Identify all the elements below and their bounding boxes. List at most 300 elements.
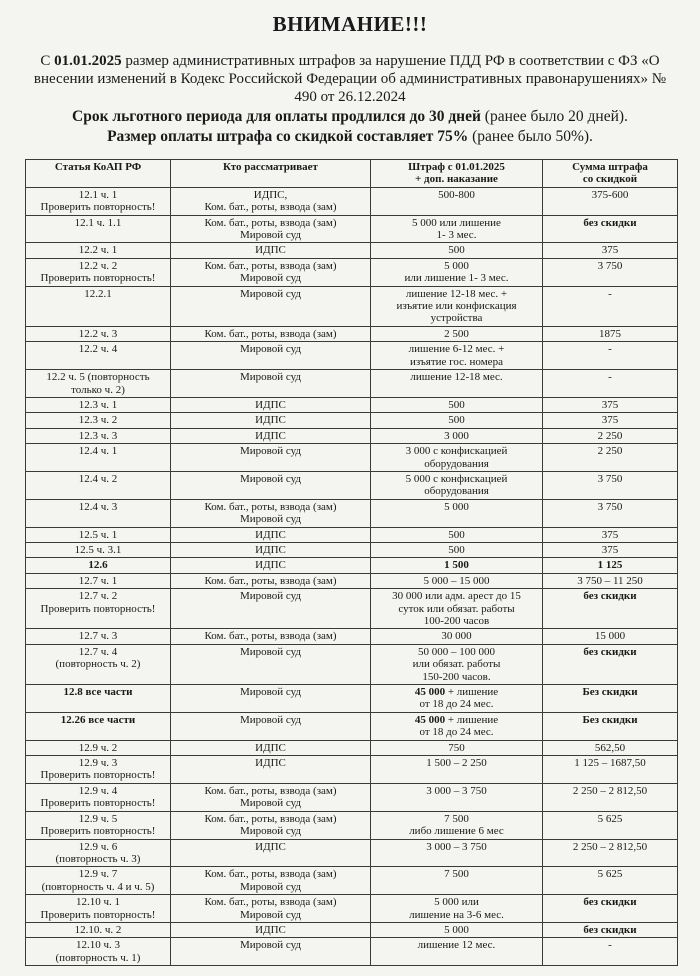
page-title: ВНИМАНИЕ!!! <box>272 12 428 36</box>
discount-cell <box>543 783 678 811</box>
table-row <box>26 258 678 286</box>
fine-cell <box>371 471 543 499</box>
discount-rest: (ранее было 50%). <box>468 128 593 145</box>
table-row <box>26 756 678 784</box>
reviewer-cell <box>171 413 371 428</box>
reviewer-cell <box>171 370 371 398</box>
discount-cell-text: 1 125 – 1687,50 <box>574 757 646 770</box>
discount-cell-text: 562,50 <box>594 741 626 754</box>
fine-cell-text: 3 000 <box>444 429 469 442</box>
article-cell-text: 12.26 все части <box>60 713 136 726</box>
article-cell <box>26 342 171 370</box>
reviewer-cell <box>171 712 371 740</box>
discount-cell <box>543 589 678 629</box>
fine-cell <box>371 811 543 839</box>
header-discount-text: Сумма штрафа со скидкой <box>572 161 648 186</box>
article-cell <box>26 326 171 341</box>
article-cell <box>26 258 171 286</box>
reviewer-cell-text: Ком. бат., роты, взвода (зам) <box>204 327 337 340</box>
article-cell-text: 12.4 ч. 2 <box>78 472 118 485</box>
discount-bold: Размер оплаты штрафа со скидкой составляет 75% <box>107 128 469 145</box>
grace-period-notice <box>20 107 680 126</box>
article-cell <box>26 370 171 398</box>
article-cell-text: 12.4 ч. 1 <box>78 445 118 458</box>
table-row <box>26 243 678 258</box>
fine-cell <box>371 444 543 472</box>
discount-cell <box>543 685 678 713</box>
discount-cell-text: 15 000 <box>594 630 626 643</box>
grace-period-bold: Срок льготного периода для оплаты продлился до 30 дней <box>72 108 481 125</box>
fine-cell-text: 500 <box>448 398 465 411</box>
article-cell-text: 12.7 ч. 3 <box>78 630 118 643</box>
fine-cell <box>371 740 543 755</box>
reviewer-cell-text: Мировой суд <box>239 371 302 384</box>
discount-cell-text: 375-600 <box>591 188 629 201</box>
header-fine <box>371 160 543 188</box>
article-cell-text: 12.7 ч. 1 <box>78 574 118 587</box>
article-cell <box>26 839 171 867</box>
article-cell <box>26 444 171 472</box>
reviewer-cell <box>171 215 371 243</box>
reviewer-cell-text: ИДПС <box>255 398 286 411</box>
fine-cell <box>371 215 543 243</box>
article-cell <box>26 895 171 923</box>
fine-cell-text: 3 000 – 3 750 <box>426 840 487 853</box>
fine-cell <box>371 187 543 215</box>
article-cell <box>26 756 171 784</box>
fine-cell <box>371 258 543 286</box>
fine-cell <box>371 370 543 398</box>
reviewer-cell-text: ИДПС, Ком. бат., роты, взвода (зам) <box>204 188 337 214</box>
reviewer-cell-text: Мировой суд <box>239 686 302 699</box>
fine-amount: 45 000 <box>414 713 446 726</box>
discount-cell <box>543 187 678 215</box>
article-cell <box>26 542 171 557</box>
reviewer-cell <box>171 783 371 811</box>
article-cell <box>26 471 171 499</box>
article-cell-text: 12.2 ч. 5 (повторность только ч. 2) <box>46 371 150 396</box>
reviewer-cell <box>171 589 371 629</box>
discount-cell-text: 1 125 <box>597 559 623 572</box>
article-cell <box>26 938 171 966</box>
reviewer-cell <box>171 499 371 527</box>
fine-cell <box>371 342 543 370</box>
intro-text-rest: размер административных штрафов за нарушение ПДД РФ в соответствии с ФЗ «О внесении изменений в Кодекс Российской Федерации об административных правонарушениях» № 490 от 26.12.2024 <box>33 53 667 105</box>
discount-cell-text: 3 750 <box>597 259 623 272</box>
article-cell <box>26 740 171 755</box>
fine-cell-text: 5 000 или лишение на 3-6 мес. <box>409 896 504 921</box>
fine-cell-text: 30 000 или адм. арест до 15 суток или обязат. работы 100-200 часов <box>392 590 521 627</box>
fine-cell-text: лишение 6-12 мес. + изъятие гос. номера <box>408 343 505 368</box>
discount-cell <box>543 444 678 472</box>
discount-cell <box>543 527 678 542</box>
discount-notice <box>20 127 680 146</box>
discount-cell-text: без скидки <box>583 590 637 603</box>
reviewer-cell-text: Мировой суд <box>239 590 302 603</box>
article-cell-text: 12.9 ч. 2 <box>78 741 118 754</box>
reviewer-cell-text: Ком. бат., роты, взвода (зам) Мировой суд <box>204 896 337 921</box>
fine-cell <box>371 286 543 326</box>
discount-cell-text: 3 750 <box>597 500 623 513</box>
article-cell <box>26 397 171 412</box>
article-cell <box>26 187 171 215</box>
article-cell <box>26 286 171 326</box>
reviewer-cell-text: Ком. бат., роты, взвода (зам) Мировой суд <box>204 500 337 526</box>
fine-cell <box>371 413 543 428</box>
reviewer-cell-text: Мировой суд <box>239 445 302 458</box>
discount-cell-text: без скидки <box>583 896 637 909</box>
article-cell <box>26 428 171 443</box>
table-row <box>26 215 678 243</box>
discount-cell-text: 5 625 <box>597 868 623 881</box>
reviewer-cell-text: Ком. бат., роты, взвода (зам) Мировой суд <box>204 812 337 838</box>
reviewer-cell-text: Мировой суд <box>239 472 302 485</box>
fine-cell-text: 5 000 – 15 000 <box>423 574 490 587</box>
discount-cell-text: - <box>608 343 612 356</box>
article-cell <box>26 527 171 542</box>
discount-cell-text: 3 750 <box>597 472 623 485</box>
header-fine-text: Штраф с 01.01.2025 + доп. наказание <box>408 161 505 186</box>
fine-cell-text: лишение 12-18 мес. <box>410 371 503 384</box>
fine-cell-text: 5 000 или лишение 1- 3 мес. <box>412 216 501 242</box>
article-cell-text: 12.1 ч. 1 Проверить повторность! <box>40 188 156 214</box>
discount-cell <box>543 258 678 286</box>
article-cell <box>26 629 171 644</box>
article-cell-text: 12.10 ч. 1 Проверить повторность! <box>40 896 156 921</box>
article-cell-text: 12.3 ч. 1 <box>78 398 118 411</box>
discount-cell <box>543 938 678 966</box>
table-row <box>26 629 678 644</box>
article-cell-text: 12.2 ч. 2 Проверить повторность! <box>40 259 156 285</box>
article-cell <box>26 712 171 740</box>
fine-extra: + лишение от 18 до 24 мес. <box>419 713 499 739</box>
discount-cell-text: 3 750 – 11 250 <box>577 574 643 587</box>
discount-cell-text: без скидки <box>583 216 637 229</box>
discount-cell-text: 375 <box>601 398 619 411</box>
discount-cell <box>543 867 678 895</box>
table-row <box>26 326 678 341</box>
reviewer-cell <box>171 922 371 937</box>
fine-cell-text: 750 <box>448 741 465 754</box>
fine-cell-text: 1 500 <box>444 559 469 572</box>
discount-cell <box>543 397 678 412</box>
table-row <box>26 644 678 684</box>
fine-cell <box>371 558 543 573</box>
reviewer-cell <box>171 428 371 443</box>
reviewer-cell <box>171 839 371 867</box>
discount-cell <box>543 243 678 258</box>
fine-cell-text: 5 000 или лишение 1- 3 мес. <box>404 259 509 285</box>
article-cell <box>26 589 171 629</box>
discount-cell <box>543 629 678 644</box>
discount-cell-text: - <box>608 287 612 300</box>
fine-cell <box>371 895 543 923</box>
discount-cell-text: Без скидки <box>582 686 638 699</box>
fine-cell-text: 500 <box>448 543 465 556</box>
article-cell-text: 12.10 ч. 3 (повторность ч. 1) <box>55 939 141 964</box>
article-cell <box>26 558 171 573</box>
intro-paragraph <box>30 52 670 106</box>
reviewer-cell-text: ИДПС <box>255 923 286 936</box>
table-row <box>26 922 678 937</box>
fine-cell <box>371 428 543 443</box>
discount-cell <box>543 471 678 499</box>
article-cell-text: 12.9 ч. 3 Проверить повторность! <box>40 757 156 782</box>
reviewer-cell <box>171 867 371 895</box>
table-row <box>26 286 678 326</box>
fine-cell <box>371 839 543 867</box>
fine-cell <box>371 243 543 258</box>
table-row <box>26 471 678 499</box>
intro-date: 01.01.2025 <box>54 53 122 69</box>
fine-cell <box>371 326 543 341</box>
fine-cell <box>371 685 543 713</box>
table-row <box>26 938 678 966</box>
reviewer-cell <box>171 938 371 966</box>
reviewer-cell <box>171 685 371 713</box>
fine-cell <box>371 644 543 684</box>
fine-cell <box>371 499 543 527</box>
fine-cell <box>371 922 543 937</box>
reviewer-cell-text: ИДПС <box>255 741 286 754</box>
table-row <box>26 839 678 867</box>
table-row <box>26 573 678 588</box>
article-cell-text: 12.10. ч. 2 <box>74 923 122 936</box>
reviewer-cell <box>171 471 371 499</box>
article-cell <box>26 499 171 527</box>
article-cell-text: 12.2 ч. 1 <box>78 244 118 257</box>
discount-cell-text: 375 <box>601 543 619 556</box>
reviewer-cell-text: ИДПС <box>255 429 286 442</box>
reviewer-cell-text: ИДПС <box>255 414 286 427</box>
article-cell <box>26 573 171 588</box>
table-row <box>26 397 678 412</box>
article-cell-text: 12.9 ч. 5 Проверить повторность! <box>40 812 156 838</box>
reviewer-cell <box>171 740 371 755</box>
reviewer-cell <box>171 397 371 412</box>
article-cell <box>26 922 171 937</box>
reviewer-cell <box>171 243 371 258</box>
discount-cell <box>543 895 678 923</box>
article-cell-text: 12.1 ч. 1.1 <box>74 216 122 229</box>
discount-cell-text: - <box>608 939 612 952</box>
reviewer-cell <box>171 558 371 573</box>
article-cell <box>26 867 171 895</box>
reviewer-cell-text: Мировой суд <box>239 645 302 658</box>
fine-cell-text: 30 000 <box>441 630 472 643</box>
fine-cell <box>371 756 543 784</box>
article-cell <box>26 413 171 428</box>
article-cell-text: 12.2 ч. 3 <box>78 327 118 340</box>
reviewer-cell-text: Ком. бат., роты, взвода (зам) <box>204 630 337 643</box>
table-row <box>26 589 678 629</box>
table-row <box>26 444 678 472</box>
article-cell-text: 12.3 ч. 3 <box>78 429 118 442</box>
discount-cell-text: без скидки <box>583 645 637 658</box>
table-row <box>26 413 678 428</box>
fine-cell-text: 1 500 – 2 250 <box>426 757 487 770</box>
article-cell-text: 12.5 ч. 3.1 <box>74 543 122 556</box>
fine-cell-text: 5 000 <box>444 923 469 936</box>
discount-cell-text: - <box>608 371 612 384</box>
fine-cell-text: лишение 12-18 мес. + изъятие или конфискация устройства <box>396 287 517 325</box>
fine-cell <box>371 783 543 811</box>
article-cell <box>26 644 171 684</box>
article-cell <box>26 215 171 243</box>
article-cell-text: 12.7 ч. 2 Проверить повторность! <box>40 590 156 615</box>
discount-cell-text: 2 250 <box>597 429 623 442</box>
article-cell-text: 12.9 ч. 7 (повторность ч. 4 и ч. 5) <box>41 868 155 893</box>
discount-cell-text: 2 250 – 2 812,50 <box>572 784 648 797</box>
fine-cell <box>371 573 543 588</box>
article-cell <box>26 783 171 811</box>
article-cell <box>26 811 171 839</box>
reviewer-cell-text: Мировой суд <box>239 939 302 952</box>
article-cell-text: 12.9 ч. 4 Проверить повторность! <box>40 784 156 810</box>
fine-cell-text: лишение 12 мес. <box>417 939 496 952</box>
reviewer-cell-text: Ком. бат., роты, взвода (зам) Мировой суд <box>204 216 337 242</box>
discount-cell-text: 1875 <box>599 327 621 340</box>
article-cell-text: 12.2 ч. 4 <box>78 343 118 356</box>
article-cell-text: 12.8 все части <box>63 686 133 699</box>
discount-cell <box>543 286 678 326</box>
fine-cell-text: 500 <box>448 528 465 541</box>
table-row <box>26 783 678 811</box>
discount-cell <box>543 499 678 527</box>
discount-cell <box>543 740 678 755</box>
discount-cell <box>543 573 678 588</box>
discount-cell-text: Без скидки <box>582 713 638 726</box>
reviewer-cell <box>171 527 371 542</box>
discount-cell <box>543 342 678 370</box>
header-article: Статья КоАП РФ <box>26 160 171 188</box>
fine-cell <box>371 542 543 557</box>
reviewer-cell <box>171 811 371 839</box>
discount-cell <box>543 370 678 398</box>
article-cell <box>26 243 171 258</box>
discount-cell <box>543 756 678 784</box>
article-cell-text: 12.7 ч. 4 (повторность ч. 2) <box>55 645 141 671</box>
fine-cell-text: 5 000 <box>444 500 469 513</box>
article-cell-text: 12.9 ч. 6 (повторность ч. 3) <box>55 840 141 865</box>
fine-cell-text: 500-800 <box>438 188 475 201</box>
fine-cell <box>371 629 543 644</box>
reviewer-cell-text: Мировой суд <box>239 343 302 356</box>
discount-cell <box>543 922 678 937</box>
article-cell-text: 12.5 ч. 1 <box>78 528 118 541</box>
discount-cell <box>543 839 678 867</box>
reviewer-cell <box>171 895 371 923</box>
table-row <box>26 895 678 923</box>
discount-cell <box>543 712 678 740</box>
table-row <box>26 499 678 527</box>
reviewer-cell-text: Ком. бат., роты, взвода (зам) <box>204 574 337 587</box>
grace-period-rest: (ранее было 20 дней). <box>480 108 628 125</box>
fines-table-body <box>26 187 678 965</box>
reviewer-cell <box>171 258 371 286</box>
reviewer-cell-text: ИДПС <box>255 528 286 541</box>
discount-cell-text: 5 625 <box>597 812 623 825</box>
fine-extra: + лишение от 18 до 24 мес. <box>419 686 499 711</box>
discount-cell <box>543 326 678 341</box>
table-row <box>26 187 678 215</box>
fine-cell <box>371 867 543 895</box>
reviewer-cell-text: Ком. бат., роты, взвода (зам) Мировой суд <box>204 259 337 285</box>
fine-cell-text: 3 000 – 3 750 <box>426 784 487 797</box>
table-row <box>26 740 678 755</box>
fine-cell-text: 500 <box>448 414 465 427</box>
article-cell-text: 12.4 ч. 3 <box>78 500 118 513</box>
fine-cell-text: 5 000 с конфискацией оборудования <box>405 472 508 498</box>
reviewer-cell <box>171 573 371 588</box>
discount-cell <box>543 413 678 428</box>
discount-cell <box>543 542 678 557</box>
discount-cell-text: 2 250 – 2 812,50 <box>572 840 648 853</box>
fine-cell <box>371 589 543 629</box>
reviewer-cell-text: Ком. бат., роты, взвода (зам) Мировой суд <box>204 868 337 893</box>
discount-cell <box>543 558 678 573</box>
article-cell-text: 12.6 <box>88 559 108 572</box>
discount-cell <box>543 215 678 243</box>
fine-cell <box>371 397 543 412</box>
discount-cell-text: 375 <box>601 528 619 541</box>
discount-cell-text: 375 <box>601 414 619 427</box>
fine-cell <box>371 712 543 740</box>
fine-cell-text: 7 500 <box>444 868 469 881</box>
reviewer-cell <box>171 629 371 644</box>
table-header-row <box>26 160 678 188</box>
reviewer-cell-text: Ком. бат., роты, взвода (зам) Мировой суд <box>204 784 337 810</box>
reviewer-cell <box>171 444 371 472</box>
article-cell <box>26 685 171 713</box>
fine-amount: 45 000 <box>414 686 446 699</box>
table-row <box>26 867 678 895</box>
reviewer-cell-text: ИДПС <box>255 840 286 853</box>
discount-cell-text: 2 250 <box>597 445 623 458</box>
article-cell-text: 12.2.1 <box>84 287 112 300</box>
table-row <box>26 370 678 398</box>
reviewer-cell <box>171 644 371 684</box>
table-row <box>26 811 678 839</box>
reviewer-cell <box>171 756 371 784</box>
reviewer-cell-text: Мировой суд <box>239 287 302 300</box>
table-row <box>26 685 678 713</box>
fine-cell <box>371 938 543 966</box>
reviewer-cell <box>171 187 371 215</box>
table-row <box>26 428 678 443</box>
fine-cell-text: 3 000 с конфискацией оборудования <box>405 445 508 470</box>
table-row <box>26 342 678 370</box>
table-row <box>26 527 678 542</box>
intro-text-start: С <box>40 53 55 69</box>
discount-cell <box>543 428 678 443</box>
reviewer-cell-text: ИДПС <box>255 244 286 257</box>
discount-cell <box>543 644 678 684</box>
fine-cell-text: 7 500 либо лишение 6 мес <box>409 812 504 838</box>
table-row <box>26 542 678 557</box>
reviewer-cell-text: ИДПС <box>255 559 286 572</box>
reviewer-cell-text: ИДПС <box>255 543 286 556</box>
discount-cell-text: 375 <box>601 244 619 257</box>
discount-cell-text: без скидки <box>583 923 637 936</box>
table-row <box>26 712 678 740</box>
fine-cell-text: 2 500 <box>444 327 469 340</box>
fine-cell <box>371 527 543 542</box>
discount-cell <box>543 811 678 839</box>
header-discount <box>543 160 678 188</box>
reviewer-cell-text: Мировой суд <box>239 713 302 726</box>
header-reviewer: Кто рассматривает <box>171 160 371 188</box>
